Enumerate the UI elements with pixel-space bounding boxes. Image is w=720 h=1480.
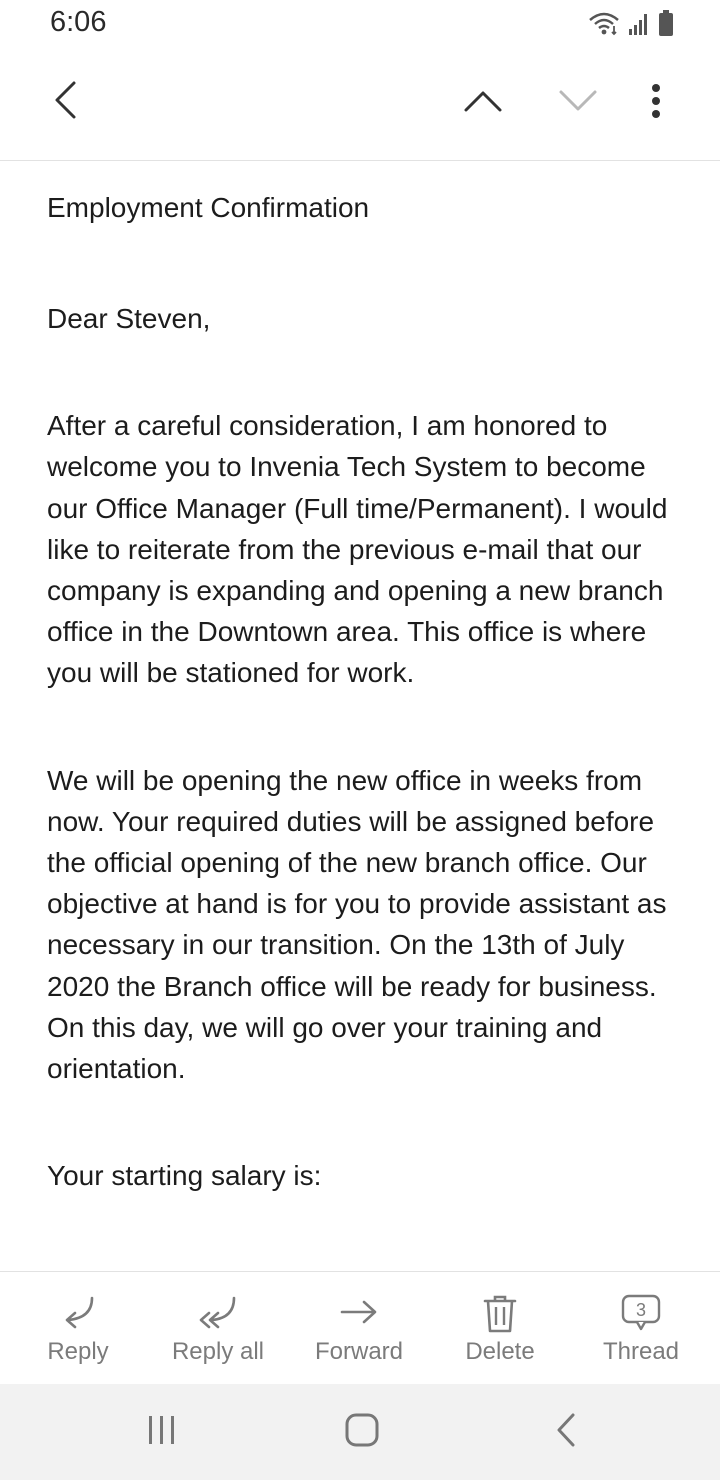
reply-all-label: Reply all bbox=[171, 1338, 265, 1365]
back-arrow-icon bbox=[52, 80, 78, 125]
recent-apps-icon bbox=[146, 1414, 178, 1451]
status-icons bbox=[588, 10, 674, 41]
reply-all-button[interactable] bbox=[148, 1272, 288, 1385]
email-paragraph: Your starting salary is: bbox=[47, 1160, 322, 1192]
chevron-up-icon bbox=[463, 89, 503, 118]
forward-arrow-icon bbox=[338, 1294, 380, 1330]
home-button[interactable] bbox=[332, 1404, 392, 1460]
back-button[interactable] bbox=[38, 74, 92, 130]
reply-button[interactable] bbox=[8, 1272, 148, 1385]
system-nav-bar bbox=[0, 1384, 720, 1480]
reply-all-icon bbox=[196, 1294, 240, 1330]
delete-button[interactable] bbox=[430, 1272, 570, 1385]
previous-email-button[interactable] bbox=[456, 76, 510, 130]
reply-icon bbox=[58, 1294, 98, 1330]
home-icon bbox=[345, 1413, 379, 1452]
email-body bbox=[47, 160, 687, 1270]
email-greeting: Dear Steven, bbox=[47, 303, 211, 334]
thread-count: 3 bbox=[635, 1300, 647, 1320]
signal-icon bbox=[628, 11, 650, 40]
forward-label: Forward bbox=[314, 1338, 404, 1365]
forward-button[interactable] bbox=[289, 1272, 429, 1385]
email-paragraph: We will be opening the new office in weeks from now. Your required duties will be assigned before the official opening of the new branch office. Our objective at hand is for you to provide assistant as necessary in our transition. On the 13th of July 2020 the Branch office will be ready for business. On this day, we will go over your training and orientation. bbox=[47, 764, 667, 1085]
thread-button[interactable] bbox=[571, 1272, 711, 1385]
email-subject: Employment Confirmation bbox=[47, 192, 370, 223]
recent-apps-button[interactable] bbox=[132, 1404, 192, 1460]
email-paragraph: After a careful consideration, I am honored to welcome you to Invenia Tech System to become our Office Manager (Full time/Permanent). I would like to reiterate from the previous e-mail that our company is expanding and opening a new branch office in the Downtown area. This office is where you will be stationed for work. bbox=[47, 410, 668, 689]
system-back-button[interactable] bbox=[536, 1404, 596, 1460]
back-icon bbox=[556, 1413, 576, 1452]
battery-icon bbox=[658, 10, 674, 41]
trash-icon bbox=[482, 1294, 518, 1334]
next-email-button[interactable] bbox=[551, 76, 605, 130]
more-vert-icon bbox=[651, 83, 661, 124]
thread-label: Thread bbox=[602, 1338, 680, 1365]
status-bar bbox=[0, 0, 720, 50]
status-time: 6:06 bbox=[50, 6, 107, 38]
wifi-icon bbox=[588, 10, 620, 41]
reply-label: Reply bbox=[47, 1338, 109, 1365]
app-bar bbox=[0, 50, 720, 161]
more-options-button[interactable] bbox=[632, 76, 680, 130]
delete-label: Delete bbox=[465, 1338, 535, 1365]
action-bar bbox=[0, 1271, 720, 1385]
chevron-down-icon bbox=[558, 89, 598, 118]
thread-bubble-icon bbox=[621, 1294, 661, 1332]
